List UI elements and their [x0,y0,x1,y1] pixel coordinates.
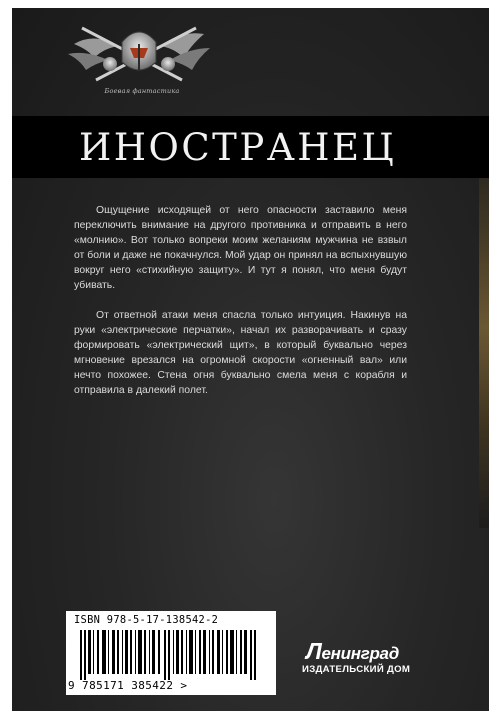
spine-edge-glow [479,128,489,528]
series-name: Боевая фантастика [104,87,180,95]
publisher-name [306,638,399,665]
isbn-label: ISBN 978-5-17-138542-2 [74,614,219,626]
publisher-subtitle: ИЗДАТЕЛЬСКИЙ ДОМ [302,664,411,675]
publisher-name-rest: енинград [321,644,399,663]
skull-emblem-icon [64,14,214,94]
annotation-paragraph: От ответной атаки меня спасла только интуиция. Накинув на руки «электрические перчатки», начал их разворачивать и сразу формировать «электрический щит», в который буквально через мгновение врезался на огромной скорости «огненный вал» или нечто похожее. Стена огня буквально смела меня с корабля и отправила в далекий полет. [74,310,407,396]
annotation-paragraph: Ощущение исходящей от него опасности заставило меня переключить внимание на другого противника и отправить в него «молнию». Вот только вопреки моим желаниям мужчина не взвыл от боли и даже не покачнулся. Мой удар он принял на вспыхнувшую вокруг него «стихийную защиту». И тут я понял, что меня будут убивать. [74,205,407,291]
annotation-text [74,203,407,398]
series-logo [64,14,214,104]
title-band [12,116,489,178]
barcode-bars [72,630,270,680]
barcode-panel [66,611,276,695]
barcode-digits: 9 785171 385422 > [68,679,188,692]
publisher-name-initial: Л [306,638,322,664]
publisher-logo [296,636,411,686]
book-back-cover [12,8,489,711]
book-title: ИНОСТРАНЕЦ [79,125,397,169]
